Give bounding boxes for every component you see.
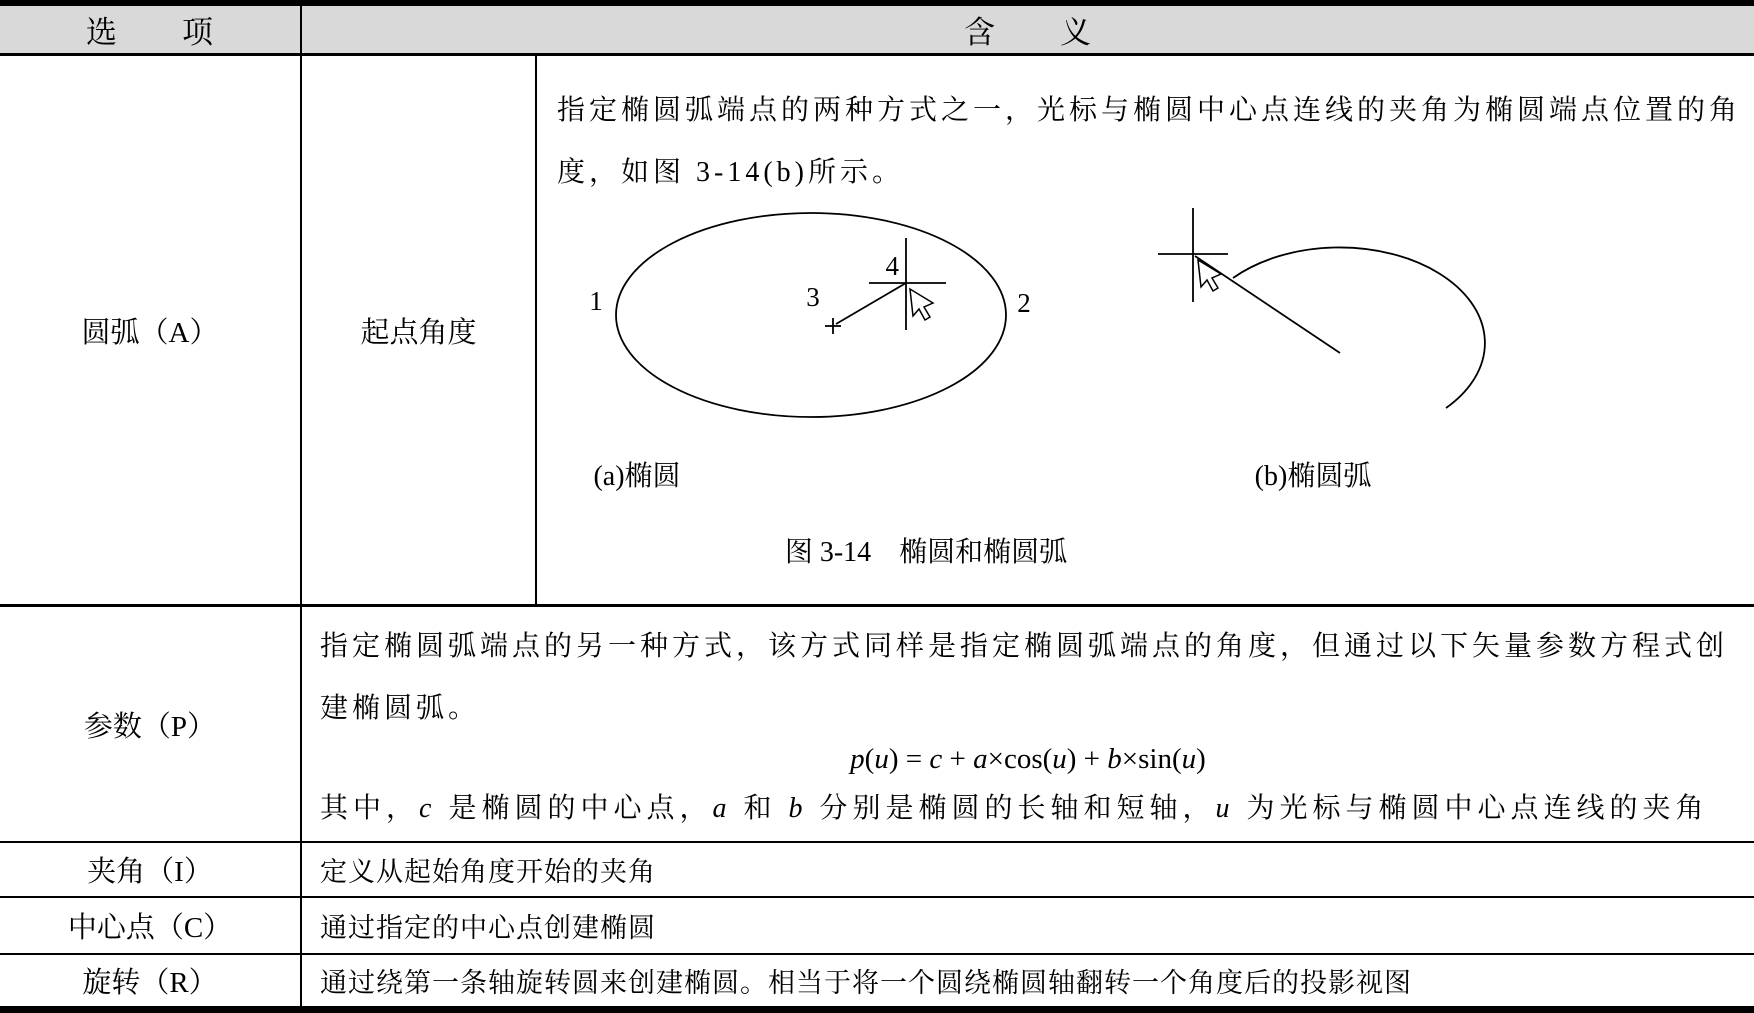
cell-option-center bbox=[0, 898, 302, 953]
cell-option-angle bbox=[0, 843, 302, 896]
radius-line-a bbox=[836, 283, 906, 324]
caption-ellipse-b: (b)椭圆弧 bbox=[1254, 461, 1372, 492]
note-var-b: b bbox=[788, 793, 808, 824]
header-cell-option bbox=[0, 6, 302, 53]
formula-var-a: a bbox=[973, 743, 988, 775]
table-header-row bbox=[0, 6, 1754, 56]
note-text: 分别是椭圆的长轴和短轴， bbox=[807, 793, 1216, 824]
note-var-a: a bbox=[712, 793, 732, 824]
ellipse-b-diagram bbox=[1158, 208, 1485, 408]
figure-caption: 图 3-14 椭圆和椭圆弧 bbox=[784, 537, 1068, 568]
cell-option-rotation bbox=[0, 955, 302, 1006]
formula-var-b: b bbox=[1107, 743, 1122, 775]
table-row-arc bbox=[0, 56, 1754, 607]
note-text: 其中， bbox=[320, 793, 420, 824]
option-angle-label: 夹角（I） bbox=[87, 856, 213, 888]
ellipse-a-shape bbox=[616, 213, 1006, 417]
param-description-line2: 建椭圆弧。 bbox=[320, 693, 481, 724]
param-description-line1: 指定椭圆弧端点的另一种方式，该方式同样是指定椭圆弧端点的角度，但通过以下矢量参数方程式创 bbox=[320, 631, 1729, 662]
parametric-equation bbox=[302, 743, 1754, 776]
table-row-param bbox=[0, 607, 1754, 843]
point-label-2: 2 bbox=[1017, 288, 1031, 318]
note-text: 为光标与椭圆中心点连线的夹角 bbox=[1234, 793, 1709, 824]
note-var-u: u bbox=[1215, 793, 1235, 824]
formula-text: ) bbox=[1196, 743, 1206, 775]
ellipse-diagrams bbox=[537, 176, 1750, 604]
note-text: 是椭圆的中心点， bbox=[436, 793, 713, 824]
option-center-label: 中心点（C） bbox=[67, 912, 233, 944]
point-label-4: 4 bbox=[885, 251, 899, 281]
param-note-line bbox=[320, 791, 1709, 827]
rotation-description: 通过绕第一条轴旋转圆来创建椭圆。相当于将一个圆绕椭圆轴翻转一个角度后的投影视图 bbox=[320, 968, 1412, 998]
header-meaning-label: 含 义 bbox=[964, 15, 1092, 50]
cell-start-angle bbox=[302, 56, 537, 604]
formula-var-p: p bbox=[850, 743, 865, 775]
option-rotation-label: 旋转（R） bbox=[82, 967, 218, 999]
cell-param-meaning bbox=[302, 607, 1754, 841]
formula-text: ×sin( bbox=[1121, 743, 1182, 775]
formula-var-c: c bbox=[929, 743, 943, 775]
arc-description-line2: 度，如图 3-14(b)所示。 bbox=[557, 157, 904, 188]
formula-var-u: u bbox=[874, 743, 889, 775]
caption-ellipse-a: (a)椭圆 bbox=[593, 461, 681, 492]
formula-text: ( bbox=[864, 743, 875, 775]
header-option-label: 选 项 bbox=[86, 15, 214, 50]
table-row-rotation bbox=[0, 955, 1754, 1006]
angle-description: 定义从起始角度开始的夹角 bbox=[320, 857, 656, 887]
arc-description-line1: 指定椭圆弧端点的两种方式之一，光标与椭圆中心点连线的夹角为椭圆端点位置的角 bbox=[557, 95, 1742, 126]
note-var-c: c bbox=[419, 793, 437, 824]
formula-text: ) + bbox=[1066, 743, 1108, 775]
start-angle-label: 起点角度 bbox=[360, 316, 477, 349]
option-arc-label: 圆弧（A） bbox=[81, 316, 219, 349]
formula-var-u: u bbox=[1181, 743, 1197, 775]
cell-rotation-meaning bbox=[302, 955, 1754, 1006]
point-label-1: 1 bbox=[589, 286, 603, 316]
formula-text: + bbox=[942, 743, 974, 775]
cursor-arrow-icon bbox=[910, 289, 933, 320]
header-cell-meaning bbox=[302, 6, 1754, 53]
cell-center-meaning bbox=[302, 898, 1754, 953]
cell-option-arc bbox=[0, 56, 302, 604]
cell-option-param bbox=[0, 607, 302, 841]
cell-arc-meaning bbox=[537, 56, 1754, 604]
cell-angle-meaning bbox=[302, 843, 1754, 896]
formula-text: ×cos( bbox=[987, 743, 1053, 775]
table-row-center bbox=[0, 898, 1754, 955]
formula-var-u: u bbox=[1052, 743, 1067, 775]
point-label-3: 3 bbox=[806, 282, 820, 312]
table-row-angle bbox=[0, 843, 1754, 898]
note-text: 和 bbox=[731, 793, 789, 824]
formula-text: ) = bbox=[888, 743, 930, 775]
center-description: 通过指定的中心点创建椭圆 bbox=[320, 913, 656, 943]
figure-3-14 bbox=[537, 176, 1750, 609]
ellipse-a-diagram bbox=[616, 213, 1006, 417]
option-param-label: 参数（P） bbox=[83, 710, 217, 743]
elliptical-arc-shape bbox=[1233, 247, 1485, 408]
